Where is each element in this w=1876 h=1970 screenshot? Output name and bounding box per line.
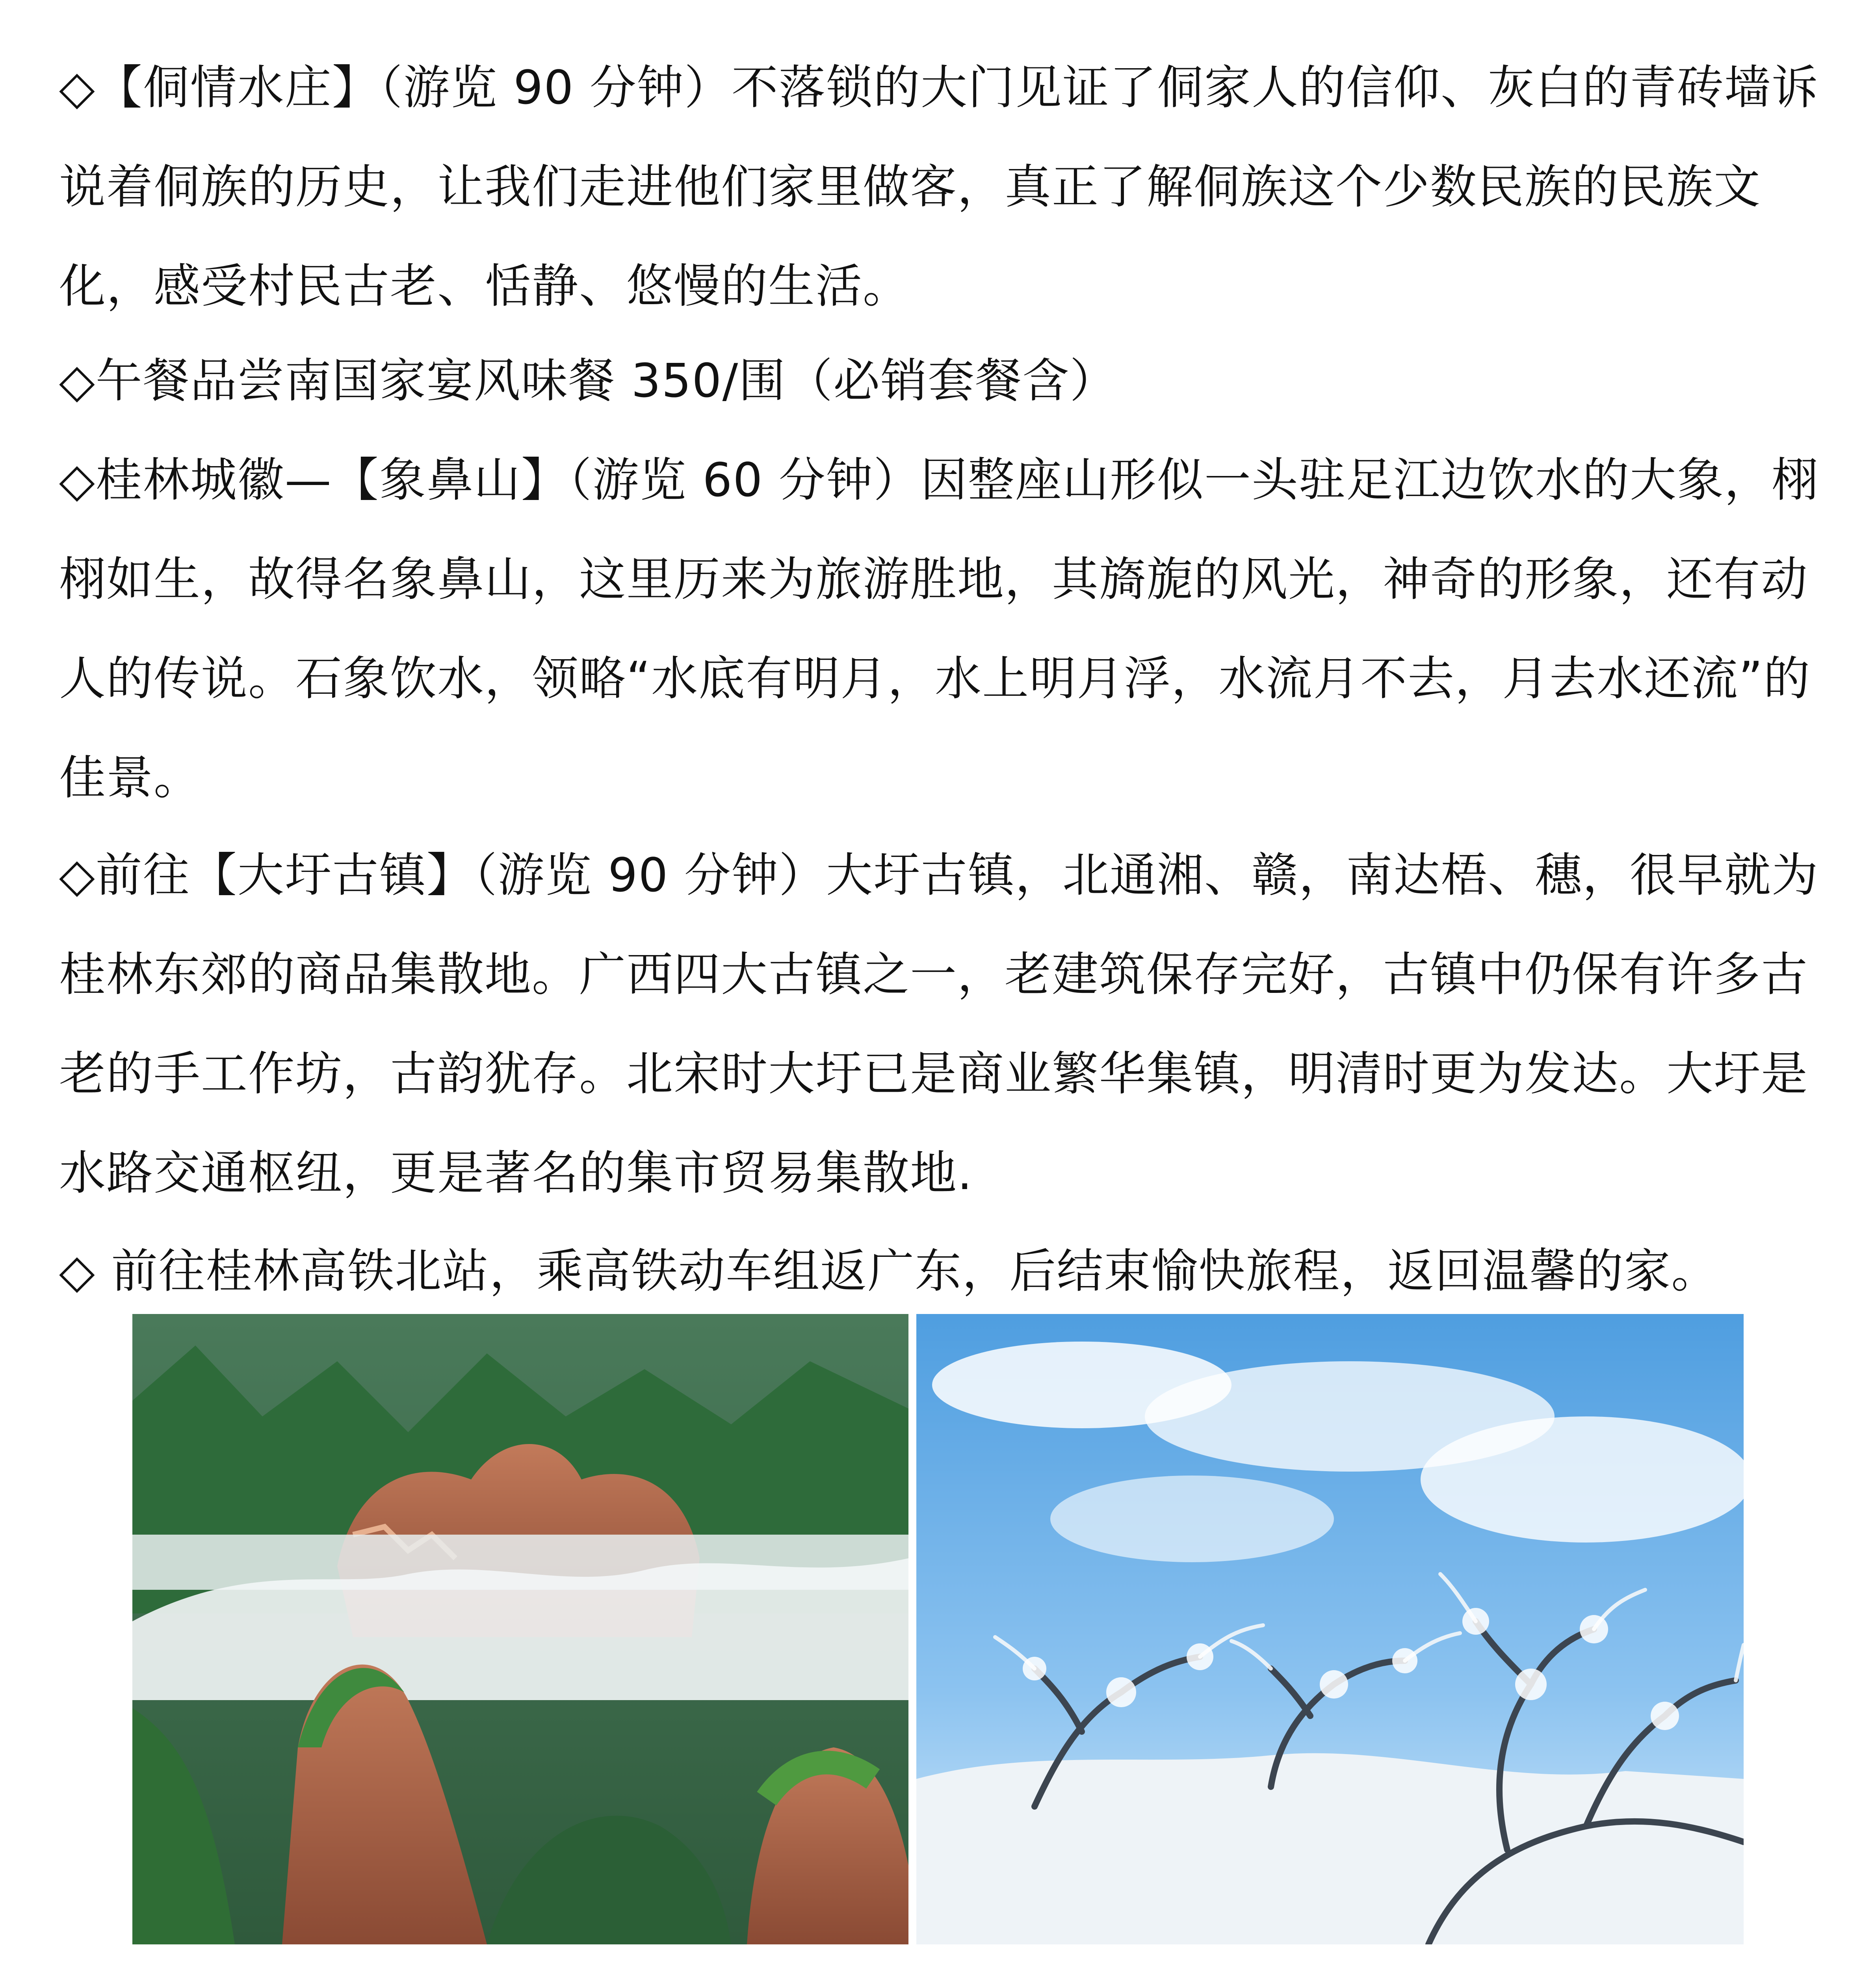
mountain-landscape-photo [132,1314,908,1944]
itinerary-disclaimer [59,1954,1820,1970]
photo-row [132,1314,1744,1944]
itinerary-item-dong-village: ◇【侗情水庄】（游览 90 分钟）不落锁的大门见证了侗家人的信仰、灰白的青砖墙诉说着侗族的历史，让我们走进他们家里做客，真正了解侗族这个少数民族的民族文化，感受村民古老、恬静、悠慢的生活。 [59,60,1819,313]
itinerary-item-lunch: ◇午餐品尝南国家宴风味餐 350/围（必销套餐含） [59,353,1117,408]
itinerary-item-return-trip: ◇ 前往桂林高铁北站，乘高铁动车组返广东，后结束愉快旅程，返回温馨的家。 [59,1244,1719,1298]
snow-covered-trees-photo [916,1314,1744,1944]
itinerary-item-elephant-trunk-hill: ◇桂林城徽—【象鼻山】（游览 60 分钟）因整座山形似一头驻足江边饮水的大象，栩栩如生，故得名象鼻山，这里历来为旅游胜地，其旖旎的风光，神奇的形象，还有动人的传说。石象饮水，领略“水底有明月，水上明月浮，水流月不去，月去水还流”的佳景。 [59,453,1819,805]
itinerary-item-daxu-ancient-town: ◇前往【大圩古镇】（游览 90 分钟）大圩古镇，北通湘、赣，南达梧、穗，很早就为桂林东郊的商品集散地。广西四大古镇之一，老建筑保存完好，古镇中仍保有许多古老的手工作坊，古韵犹存。北宋时大圩已是商业繁华集镇，明清时更为发达。大圩是水路交通枢纽，更是著名的集市贸易集散地. [59,848,1819,1200]
